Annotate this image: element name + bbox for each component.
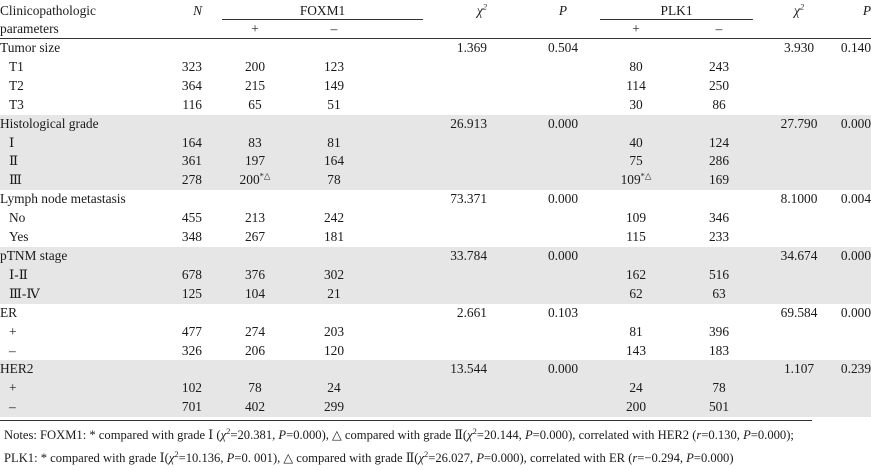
row-label: pTNM stage	[0, 247, 156, 266]
n-value: 278	[156, 171, 202, 190]
plk1-chi-square: 3.930	[783, 40, 815, 55]
group-row	[0, 190, 871, 209]
row-label: Ⅰ-Ⅱ	[0, 266, 156, 285]
foxm1-negative: 123	[323, 58, 345, 74]
row-label: Histological grade	[0, 115, 156, 134]
row-label: –	[9, 342, 16, 358]
table-row	[0, 96, 871, 115]
foxm1-p-value: 0.000	[532, 360, 594, 379]
plk1-negative: 346	[708, 210, 730, 226]
plk1-negative: 169	[685, 171, 753, 190]
foxm1-positive: 274	[244, 323, 266, 339]
row-label: Yes	[9, 229, 29, 245]
n-header: N	[193, 3, 202, 18]
plk1-negative: 86	[712, 96, 726, 112]
table-row	[0, 266, 871, 285]
foxm1-positive: 197	[222, 152, 288, 171]
plk1-negative: 250	[708, 77, 730, 93]
plk1-positive: 30	[629, 96, 643, 112]
foxm1-negative: 78	[301, 171, 367, 190]
row-label: T2	[9, 77, 24, 93]
foxm1-pos-header: +	[251, 21, 259, 36]
foxm1-chi-square: 2.661	[456, 304, 488, 320]
plk1-positive: 143	[625, 342, 647, 358]
plk1-negative: 233	[708, 229, 730, 245]
plk1-negative: 286	[685, 152, 753, 171]
plk1-negative: 183	[708, 342, 730, 358]
table-row	[0, 77, 871, 96]
group-row	[0, 115, 871, 134]
results-table	[0, 2, 871, 417]
plk1-positive: 62	[600, 285, 672, 304]
table-row	[0, 342, 871, 361]
table-row	[0, 323, 871, 342]
table-row	[0, 152, 871, 171]
foxm1-negative: 203	[323, 323, 345, 339]
foxm1-p-value: 0.504	[547, 40, 579, 55]
plk1-header: PLK1	[600, 2, 753, 20]
foxm1-chi-square: 73.371	[450, 191, 488, 207]
table-row	[0, 171, 871, 190]
foxm1-negative: 181	[323, 229, 345, 245]
row-label: Ⅲ-Ⅳ	[0, 285, 156, 304]
row-label: ER	[0, 304, 18, 320]
plk1-p-value: 0.140	[840, 40, 871, 55]
foxm1-negative: 299	[301, 398, 367, 417]
n-value: 323	[181, 58, 202, 74]
plk1-p-value: 0.000	[840, 115, 871, 134]
foxm1-p-value: 0.000	[532, 247, 594, 266]
plk1-positive: 80	[629, 58, 643, 74]
row-label: Ⅲ	[0, 171, 156, 190]
row-label: +	[0, 379, 156, 398]
table-row	[0, 209, 871, 228]
plk1-negative: 516	[685, 266, 753, 285]
param-header: Clinicopathologic	[0, 3, 96, 18]
plk1-negative: 124	[685, 134, 753, 153]
plk1-positive: 162	[600, 266, 672, 285]
plk1-positive: 114	[626, 77, 646, 93]
plk1-positive: 81	[629, 323, 643, 339]
n-value: 678	[156, 266, 202, 285]
foxm1-chi-square: 13.544	[423, 360, 487, 379]
n-value: 701	[156, 398, 202, 417]
foxm1-positive: 267	[244, 229, 266, 245]
n-value: 116	[182, 96, 202, 112]
table-notes	[4, 424, 812, 470]
plk1-positive: 75	[600, 152, 672, 171]
plk1-p-value: 0.004	[840, 191, 871, 207]
foxm1-p-value: 0.000	[532, 115, 594, 134]
plk1-positive: 109	[625, 210, 647, 226]
plk1-p-value: 0.239	[840, 360, 871, 379]
table-row	[0, 58, 871, 77]
foxm1-positive: 104	[222, 285, 288, 304]
p1-header: P	[558, 3, 568, 18]
param-header-2: parameters	[0, 21, 59, 36]
plk1-positive: 24	[600, 379, 672, 398]
plk1-positive: 40	[600, 134, 672, 153]
row-label: Tumor size	[0, 40, 61, 55]
plk1-chi-square: 1.107	[758, 360, 840, 379]
n-value: 348	[181, 229, 202, 245]
n-value: 364	[181, 77, 202, 93]
foxm1-negative: 120	[323, 342, 345, 358]
chi2-header: $\chi^2$	[793, 1, 805, 18]
table-row	[0, 134, 871, 153]
note-plk1: PLK1: * compared with grade $Ⅰ(\chi^2=10.136$, P=0. 001), △ compared with grade $Ⅱ(\chi^2=26.027$, P=0.000), correlated with ER (r=−0.294, P=0.000)	[4, 448, 734, 465]
table-body	[0, 39, 871, 418]
group-row	[0, 304, 871, 323]
plk1-negative: 78	[685, 379, 753, 398]
plk1-chi-square: 69.584	[780, 304, 818, 320]
header-row-1	[0, 2, 871, 20]
row-label: Ⅰ	[0, 134, 156, 153]
group-row	[0, 360, 871, 379]
foxm1-positive: 65	[248, 96, 262, 112]
foxm1-p-value: 0.103	[547, 304, 579, 320]
n-value: 326	[181, 342, 202, 358]
n-value: 455	[181, 210, 202, 226]
note-foxm1: Notes: FOXM1: * compared with grade Ⅰ ($\chi^2=20.381$, P=0.000), △ compared with grade $Ⅱ(\chi^2=20.144$, P=0.000), correlated with HER2 (r=0.130, P=0.000);	[4, 425, 794, 442]
foxm1-negative: 164	[301, 152, 367, 171]
foxm1-negative: 81	[301, 134, 367, 153]
row-label: No	[9, 210, 26, 226]
n-value: 102	[156, 379, 202, 398]
plk1-positive: 200	[600, 398, 672, 417]
foxm1-positive: 200	[244, 58, 266, 74]
plk1-positive: 115	[626, 229, 646, 245]
n-value: 125	[156, 285, 202, 304]
foxm1-positive: 215	[244, 77, 266, 93]
n-value: 361	[156, 152, 202, 171]
table-row	[0, 398, 871, 417]
foxm1-negative: 24	[301, 379, 367, 398]
foxm1-positive: 78	[222, 379, 288, 398]
foxm1-positive: 200*△	[222, 171, 288, 190]
group-row	[0, 39, 871, 58]
foxm1-positive: 376	[222, 266, 288, 285]
foxm1-chi-square: 33.784	[423, 247, 487, 266]
foxm1-negative: 302	[301, 266, 367, 285]
plk1-negative: 396	[708, 323, 730, 339]
p2-header: P	[862, 3, 871, 18]
foxm1-positive: 206	[244, 342, 266, 358]
foxm1-chi-square: 1.369	[456, 40, 488, 55]
foxm1-positive: 83	[222, 134, 288, 153]
foxm1-positive: 402	[222, 398, 288, 417]
table-row	[0, 228, 871, 247]
plk1-neg-header: –	[715, 21, 723, 36]
foxm1-negative: 149	[323, 77, 345, 93]
plk1-pos-header: +	[632, 21, 640, 36]
group-row	[0, 247, 871, 266]
plk1-p-value: 0.000	[840, 304, 871, 320]
foxm1-negative: 51	[327, 96, 341, 112]
chi1-header: $\chi^2$	[476, 1, 488, 18]
row-label: T1	[9, 58, 24, 74]
plk1-chi-square: 8.1000	[780, 191, 818, 207]
foxm1-negative: 242	[323, 210, 345, 226]
table-row	[0, 379, 871, 398]
row-label: Ⅱ	[0, 152, 156, 171]
foxm1-p-value: 0.000	[547, 191, 579, 207]
row-label: –	[0, 398, 156, 417]
n-value: 164	[156, 134, 202, 153]
plk1-negative: 501	[685, 398, 753, 417]
header-row-2	[0, 20, 871, 39]
row-label: HER2	[0, 360, 156, 379]
bottom-rule	[0, 420, 812, 421]
n-value: 477	[181, 323, 202, 339]
row-label: +	[9, 323, 17, 339]
plk1-p-value: 0.000	[840, 247, 871, 266]
plk1-chi-square: 27.790	[758, 115, 840, 134]
foxm1-chi-square: 26.913	[423, 115, 487, 134]
foxm1-negative: 21	[301, 285, 367, 304]
foxm1-positive: 213	[244, 210, 266, 226]
table-row	[0, 285, 871, 304]
plk1-negative: 63	[685, 285, 753, 304]
row-label: Lymph node metastasis	[0, 191, 126, 207]
foxm1-neg-header: –	[330, 21, 338, 36]
foxm1-header: FOXM1	[222, 2, 423, 20]
plk1-positive: 109*△	[600, 171, 672, 190]
plk1-negative: 243	[708, 58, 730, 74]
row-label: T3	[9, 96, 24, 112]
plk1-chi-square: 34.674	[758, 247, 840, 266]
